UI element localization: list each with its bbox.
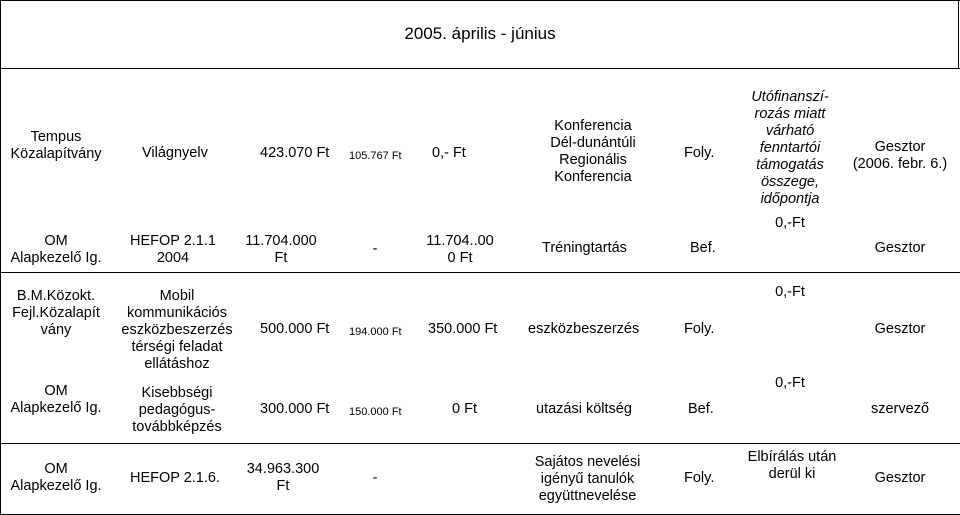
row1-amount: 423.070 Ft: [260, 145, 330, 161]
row1-note-value: 0,-Ft: [775, 215, 805, 231]
row5-purpose: Sajátos nevelési igényű tanulók együttnevelése: [534, 454, 641, 504]
row4-note: 0,-Ft: [775, 375, 805, 391]
row3-remaining: 350.000 Ft: [428, 321, 498, 337]
row4-amount: 300.000 Ft: [260, 401, 330, 417]
row3-amount: 500.000 Ft: [260, 321, 330, 337]
border-top: [0, 0, 960, 1]
header-divider: [0, 68, 960, 69]
row4-purpose: utazási költség: [536, 401, 632, 417]
row2-remaining: 11.704..00 0 Ft: [426, 233, 494, 266]
row4-manager: szervező: [870, 401, 930, 417]
row4-org: OM Alapkezelő Ig.: [10, 383, 102, 416]
row1-status: Foly.: [684, 145, 715, 161]
row1-note: Utófinanszí- rozás miatt várható fenntartói támogatás összege, időpontja: [751, 88, 829, 207]
section-divider-2: [0, 443, 960, 444]
row3-paid: 194.000 Ft: [349, 326, 402, 338]
row3-note: 0,-Ft: [775, 284, 805, 300]
row5-manager: Gesztor: [874, 470, 926, 486]
row5-note: Elbírálás után derül ki: [747, 449, 837, 482]
row2-program: HEFOP 2.1.1 2004: [130, 233, 216, 266]
section-divider-1: [0, 272, 960, 273]
row3-manager: Gesztor: [874, 321, 926, 337]
row5-paid: -: [372, 470, 378, 486]
row3-program: Mobil kommunikációs eszközbeszerzés térségi feladat ellátáshoz: [121, 287, 233, 372]
row1-program: Világnyelv: [142, 145, 208, 161]
row1-paid: 105.767 Ft: [349, 150, 402, 162]
row2-purpose: Tréningtartás: [542, 240, 627, 256]
row4-program: Kisebbségi pedagógus- továbbképzés: [132, 385, 222, 435]
row2-status: Bef.: [690, 240, 716, 256]
row5-org: OM Alapkezelő Ig.: [10, 461, 102, 494]
row4-paid: 150.000 Ft: [349, 406, 402, 418]
row1-org: Tempus Közalapítvány: [10, 129, 102, 162]
row1-remaining: 0,- Ft: [432, 145, 466, 161]
row2-amount: 11.704.000 Ft: [245, 233, 317, 266]
row3-org: B.M.Közokt. Fejl.Közalapít vány: [12, 288, 100, 338]
row4-status: Bef.: [688, 401, 714, 417]
row5-amount: 34.963.300 Ft: [246, 461, 320, 494]
page-title: 2005. április - június: [404, 24, 556, 43]
row3-status: Foly.: [684, 321, 715, 337]
row2-manager: Gesztor: [874, 240, 926, 256]
row1-purpose: Konferencia Dél-dunántúli Regionális Konferencia: [550, 118, 636, 185]
row2-paid: -: [372, 241, 378, 257]
row2-org: OM Alapkezelő Ig.: [10, 233, 102, 266]
row1-manager: Gesztor (2006. febr. 6.): [852, 139, 948, 172]
row5-status: Foly.: [684, 470, 715, 486]
row3-purpose: eszközbeszerzés: [528, 321, 640, 337]
row4-remaining: 0 Ft: [452, 401, 477, 417]
row5-program: HEFOP 2.1.6.: [130, 470, 220, 486]
